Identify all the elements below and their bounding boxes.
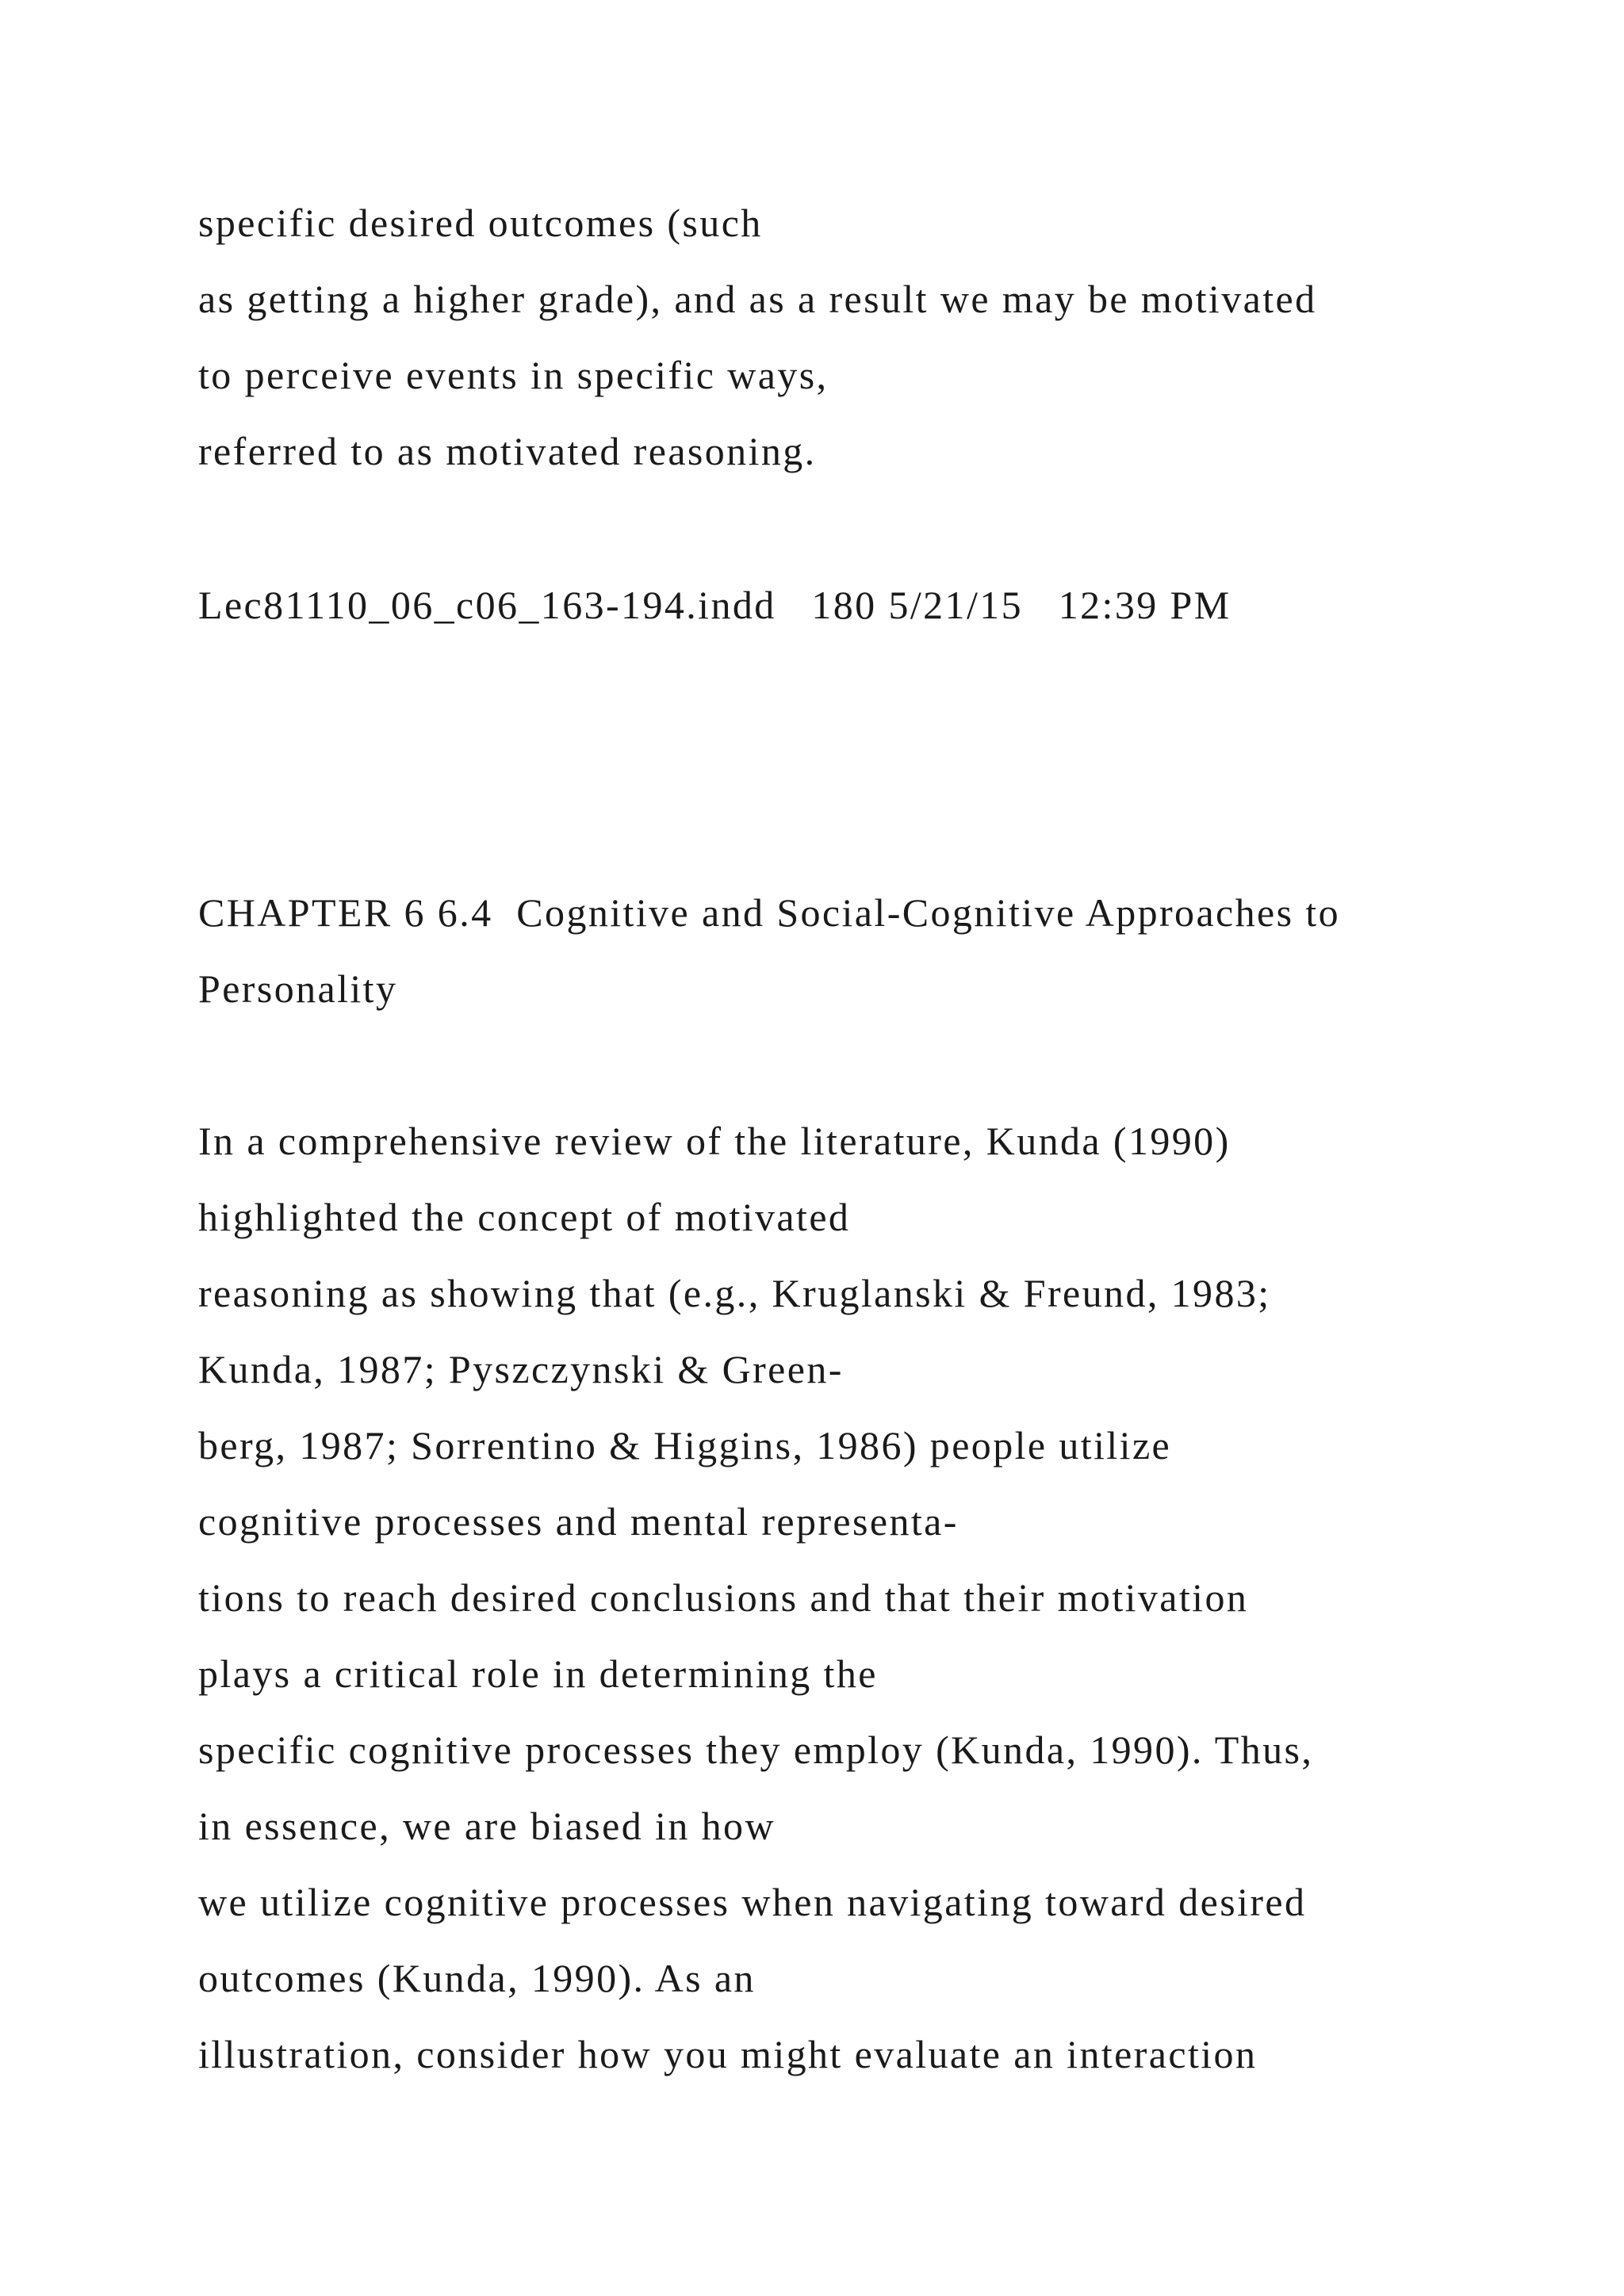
text-line: reasoning as showing that (e.g., Kruglanski & Freund, 1983;	[198, 1271, 1271, 1315]
chapter-heading: CHAPTER 6 6.4 Cognitive and Social-Cognitive Approaches to	[198, 890, 1341, 935]
text-line: referred to as motivated reasoning.	[198, 429, 817, 473]
text-line: plays a critical role in determining the	[198, 1651, 878, 1696]
text-line: In a comprehensive review of the literature, Kunda (1990)	[198, 1119, 1231, 1163]
text-line: illustration, consider how you might evaluate an interaction	[198, 2032, 1258, 2076]
text-line: berg, 1987; Sorrentino & Higgins, 1986) people utilize	[198, 1423, 1172, 1468]
text-line: outcomes (Kunda, 1990). As an	[198, 1956, 756, 2000]
text-line: Kunda, 1987; Pyszczynski & Green-	[198, 1347, 844, 1391]
print-file-info: Lec81110_06_c06_163-194.indd 180 5/21/15 12:39 PM	[198, 583, 1231, 627]
text-line: cognitive processes and mental representa-	[198, 1499, 959, 1544]
text-line: to perceive events in specific ways,	[198, 353, 829, 397]
chapter-heading: Personality	[198, 966, 398, 1011]
text-line: as getting a higher grade), and as a result we may be motivated	[198, 277, 1317, 321]
text-line: tions to reach desired conclusions and that their motivation	[198, 1575, 1249, 1620]
text-line: specific desired outcomes (such	[198, 201, 763, 245]
text-line: in essence, we are biased in how	[198, 1804, 776, 1848]
text-line: highlighted the concept of motivated	[198, 1195, 851, 1239]
text-line: we utilize cognitive processes when navigating toward desired	[198, 1880, 1307, 1924]
text-line: specific cognitive processes they employ (Kunda, 1990). Thus,	[198, 1728, 1314, 1772]
